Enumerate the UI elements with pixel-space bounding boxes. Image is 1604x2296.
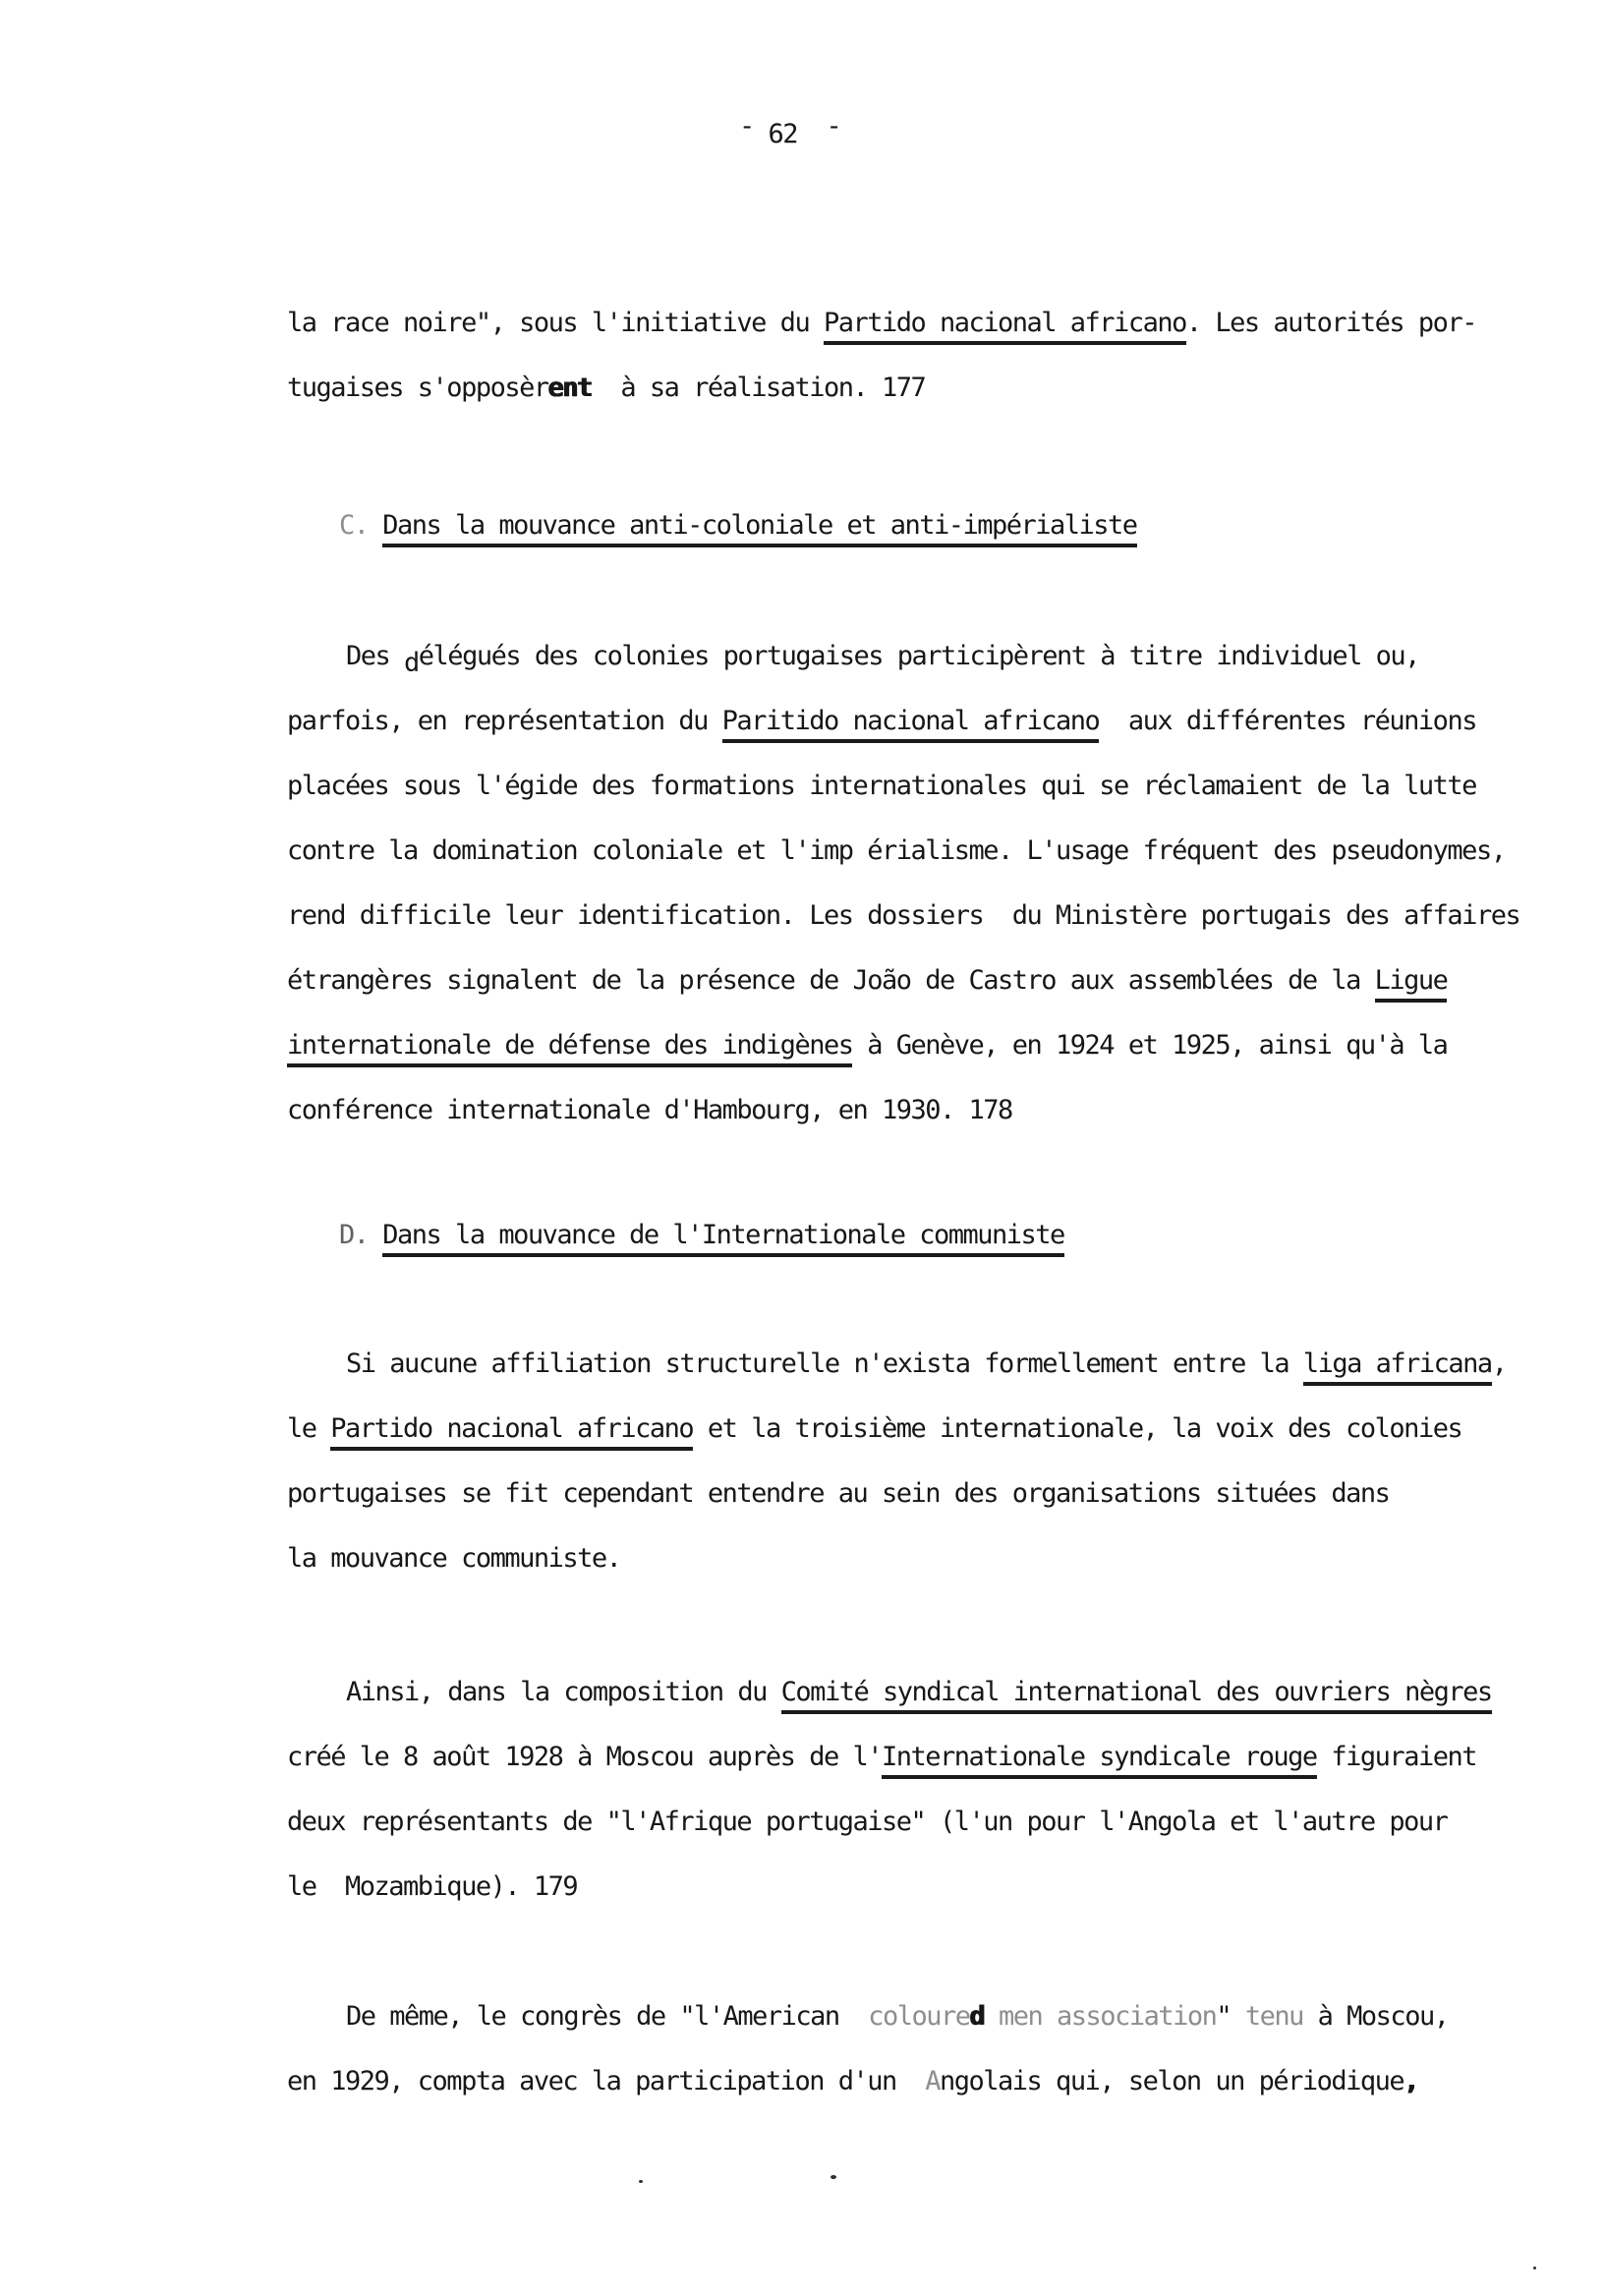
scan-speck xyxy=(639,2180,643,2183)
text-segment: le xyxy=(287,1413,331,1444)
text-segment: placées sous l'égide des formations internationales qui se réclamaient de la lutte xyxy=(287,771,1476,801)
text-line xyxy=(287,291,1476,356)
underlined-phrase: Paritido nacional africano xyxy=(722,706,1100,743)
text-line xyxy=(287,1397,1506,1462)
section-d-paragraph-1 xyxy=(287,1332,1506,1591)
text-segment: étrangères signalent de la présence de João de Castro aux assemblées de la xyxy=(287,965,1375,996)
paragraph-continuation xyxy=(287,291,1476,421)
text-line xyxy=(287,819,1519,884)
heading-title: Dans la mouvance de l'Internationale communiste xyxy=(382,1220,1064,1257)
text-segment: ngolais qui, selon un périodique xyxy=(940,2066,1404,2096)
scan-speck xyxy=(1533,2267,1536,2269)
text-segment: " xyxy=(1216,2001,1245,2032)
underlined-phrase: internationale de défense des indigènes xyxy=(287,1030,852,1067)
text-line xyxy=(339,1203,1064,1268)
text-segment: créé le 8 août 1928 à Moscou auprès de l' xyxy=(287,1742,882,1772)
text-segment: à Moscou, xyxy=(1317,2001,1449,2032)
section-d-paragraph-2 xyxy=(287,1660,1492,1920)
text-line xyxy=(287,1013,1519,1078)
text-line xyxy=(287,1526,1506,1591)
section-heading-c xyxy=(339,493,1137,558)
text-line xyxy=(287,1078,1519,1143)
text-segment: à Genève, en 1924 et 1925, ainsi qu'à la xyxy=(852,1030,1448,1061)
underlined-phrase: Comité syndical international des ouvriers nègres xyxy=(781,1677,1492,1714)
text-segment: et la troisième internationale, la voix des colonies xyxy=(693,1413,1462,1444)
text-line xyxy=(287,948,1519,1013)
text-segment: Si aucune affiliation structurelle n'exista formellement entre la xyxy=(346,1349,1303,1379)
text-segment: De même, le congrès de "l'American xyxy=(346,2001,869,2032)
section-heading-d xyxy=(339,1203,1064,1268)
underlined-phrase: Internationale syndicale rouge xyxy=(882,1742,1317,1779)
dropped-letter: d xyxy=(404,648,419,678)
text-line xyxy=(287,1462,1506,1526)
text-line xyxy=(339,493,1137,558)
overstruck-correction: d xyxy=(969,2001,985,2032)
text-segment: rend difficile leur identification. Les dossiers du Ministère portugais des affaires xyxy=(287,900,1520,931)
text-segment: deux représentants de "l'Afrique portugaise" (l'un pour l'Angola et l'autre pour xyxy=(287,1807,1448,1837)
section-d-paragraph-3 xyxy=(287,1984,1448,2114)
text-line xyxy=(287,1790,1492,1855)
text-segment: parfois, en représentation du xyxy=(287,706,722,736)
heading-title: Dans la mouvance anti-coloniale et anti-impérialiste xyxy=(382,510,1136,547)
text-line xyxy=(287,754,1519,819)
text-segment: Des xyxy=(346,641,405,671)
text-line xyxy=(287,2049,1448,2114)
scan-speck xyxy=(831,2175,836,2179)
section-c-paragraph xyxy=(287,624,1519,1143)
text-segment: , xyxy=(1491,1349,1507,1379)
text-segment: à sa réalisation. 177 xyxy=(591,373,926,403)
text-segment: conférence internationale d'Hambourg, en 1930. 178 xyxy=(287,1095,1012,1125)
text-segment: tugaises s'opposèr xyxy=(287,373,548,403)
text-line xyxy=(287,1332,1506,1397)
overstruck-correction: , xyxy=(1404,2066,1418,2096)
text-line xyxy=(287,884,1519,948)
faint-typewritten-text: tenu xyxy=(1244,2001,1318,2032)
page-number-dash-left: - xyxy=(739,111,754,142)
page-number-value: 62 xyxy=(753,119,812,149)
text-segment: le Mozambique). 179 xyxy=(287,1871,578,1902)
page-number xyxy=(739,102,840,167)
text-segment: Ainsi, dans la composition du xyxy=(346,1677,781,1707)
underlined-phrase: Ligue xyxy=(1375,965,1448,1003)
faint-typewritten-text: A xyxy=(925,2066,941,2096)
text-segment: élégués des colonies portugaises participèrent à titre individuel ou, xyxy=(418,641,1419,671)
underlined-phrase: liga africana xyxy=(1303,1349,1492,1386)
underlined-phrase: Partido nacional africano xyxy=(330,1413,693,1451)
text-segment: la mouvance communiste. xyxy=(287,1543,621,1574)
text-line xyxy=(739,102,840,167)
text-segment: contre la domination coloniale et l'imp érialisme. L'usage fréquent des pseudonymes, xyxy=(287,835,1506,866)
text-segment: la race noire", sous l'initiative du xyxy=(287,308,824,338)
text-line xyxy=(287,356,1476,421)
heading-label: C. xyxy=(339,510,383,541)
page-number-dash-right: - xyxy=(811,111,841,142)
text-line xyxy=(287,1984,1448,2049)
text-segment: . Les autorités por- xyxy=(1185,308,1476,338)
text-line xyxy=(287,1660,1492,1725)
text-line xyxy=(287,689,1519,754)
text-segment: figuraient xyxy=(1316,1742,1476,1772)
overstruck-correction: ent xyxy=(547,373,592,403)
faint-typewritten-text: coloure xyxy=(868,2001,970,2032)
underlined-phrase: Partido nacional africano xyxy=(824,308,1186,345)
heading-label: D. xyxy=(339,1220,383,1250)
text-segment: en 1929, compta avec la participation d'un xyxy=(287,2066,926,2096)
text-segment: portugaises se fit cependant entendre au sein des organisations situées dans xyxy=(287,1478,1390,1509)
text-segment: aux différentes réunions xyxy=(1099,706,1476,736)
text-line xyxy=(287,1725,1492,1790)
text-line xyxy=(287,624,1519,689)
text-line xyxy=(287,1855,1492,1920)
faint-typewritten-text: men association xyxy=(984,2001,1217,2032)
